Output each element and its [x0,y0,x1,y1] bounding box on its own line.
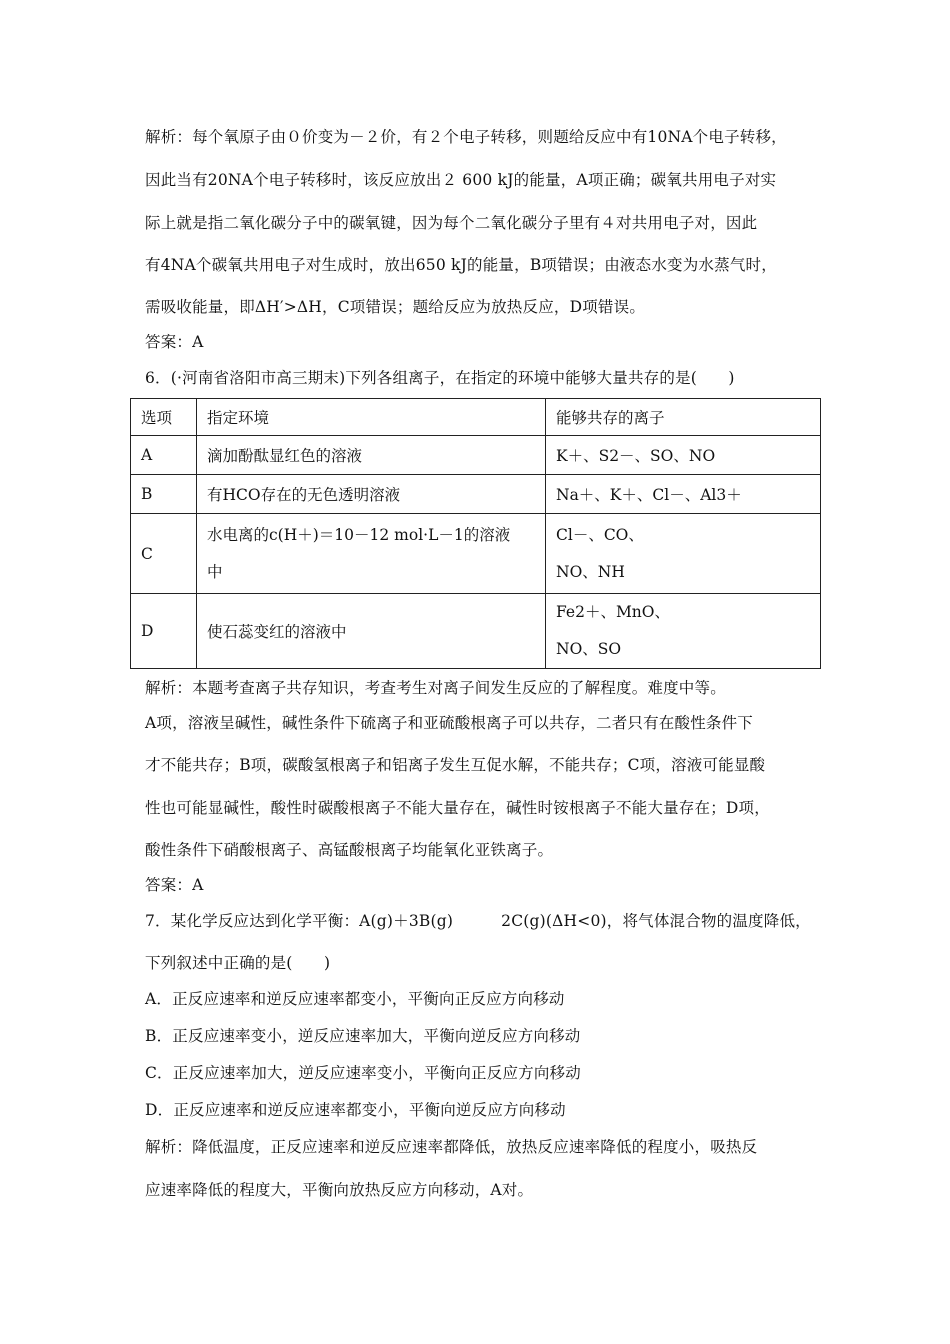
table-row [131,436,821,475]
row-environment: 有HCO存在的无色透明溶液 [197,475,546,514]
header-option: 选项 [131,399,197,436]
row-ions [546,514,821,594]
table-row [131,514,821,594]
row-environment [197,514,546,594]
row-option: C [131,514,197,594]
env-line: 中 [207,562,223,581]
row-ions: Na＋、K＋、Cl－、Al3＋ [546,475,821,514]
ions-line: Fe2＋、MnO、 [556,603,671,621]
ions-line: NO、NH [556,562,625,581]
option-a: A．正反应速率和逆反应速率都变小，平衡向正反应方向移动 [145,990,565,1008]
row-option: D [131,594,197,669]
ions-line: Cl－、CO、 [556,525,644,544]
question-6-stem: 6．(·河南省洛阳市高三期末)下列各组离子，在指定的环境中能够大量共存的是( ) [145,369,735,387]
header-environment: 指定环境 [197,399,546,436]
row-environment: 滴加酚酞显红色的溶液 [197,436,546,475]
table-header-row [131,399,821,436]
analysis-line: 才不能共存；B项，碳酸氢根离子和铝离子发生互促水解，不能共存；C项，溶液可能显酸 [145,756,766,774]
row-option: A [131,436,197,475]
stem-reactants: 7．某化学反应达到化学平衡：A(g)＋3B(g) [145,912,454,930]
option-c: C．正反应速率加大，逆反应速率变小，平衡向正反应方向移动 [145,1064,581,1082]
analysis-line: 需吸收能量，即ΔH′>ΔH，C项错误；题给反应为放热反应，D项错误。 [145,298,646,316]
stem-products: 2C(g)(ΔH<0)，将气体混合物的温度降低， [501,912,811,930]
question-7-stem-line2: 下列叙述中正确的是( ) [145,954,331,972]
option-b: B．正反应速率变小，逆反应速率加大，平衡向逆反应方向移动 [145,1027,581,1045]
analysis-line: 解析：本题考查离子共存知识，考查考生对离子间发生反应的了解程度。难度中等。 [145,679,726,697]
analysis-line: 应速率降低的程度大，平衡向放热反应方向移动，A对。 [145,1181,534,1199]
answer-line: 答案：A [145,333,204,351]
analysis-line: 解析：每个氧原子由０价变为－２价，有２个电子转移，则题给反应中有10NA个电子转移， [145,128,787,146]
header-ions: 能够共存的离子 [546,399,821,436]
analysis-line: 酸性条件下硝酸根离子、高锰酸根离子均能氧化亚铁离子。 [145,841,554,859]
env-line: 水电离的c(H＋)＝10－12 mol·L－1的溶液 [207,525,511,544]
analysis-line: 际上就是指二氧化碳分子中的碳氧键，因为每个二氧化碳分子里有４对共用电子对，因此 [145,214,758,232]
row-ions: K＋、S2－、SO、NO [546,436,821,475]
row-option: B [131,475,197,514]
table-row [131,594,821,669]
analysis-line: 因此当有20NA个电子转移时，该反应放出２ 600 kJ的能量，A项正确；碳氧共用电子对实 [145,171,777,189]
answer-line: 答案：A [145,876,204,894]
question-7-stem [145,909,811,931]
analysis-line: 有4NA个碳氧共用电子对生成时，放出650 kJ的能量，B项错误；由液态水变为水蒸气时， [145,256,777,274]
table-row [131,475,821,514]
analysis-line: 性也可能显碱性，酸性时碳酸根离子不能大量存在，碱性时铵根离子不能大量存在；D项， [145,799,770,817]
ions-line: NO、SO [556,640,622,658]
option-d: D．正反应速率和逆反应速率都变小，平衡向逆反应方向移动 [145,1101,566,1119]
analysis-line: A项，溶液呈碱性，碱性条件下硫离子和亚硫酸根离子可以共存，二者只有在酸性条件下 [145,714,753,732]
row-ions [546,594,821,669]
row-environment: 使石蕊变红的溶液中 [197,594,546,669]
ion-coexistence-table [130,398,821,669]
analysis-line: 解析：降低温度，正反应速率和逆反应速率都降低，放热反应速率降低的程度小，吸热反 [145,1138,758,1156]
